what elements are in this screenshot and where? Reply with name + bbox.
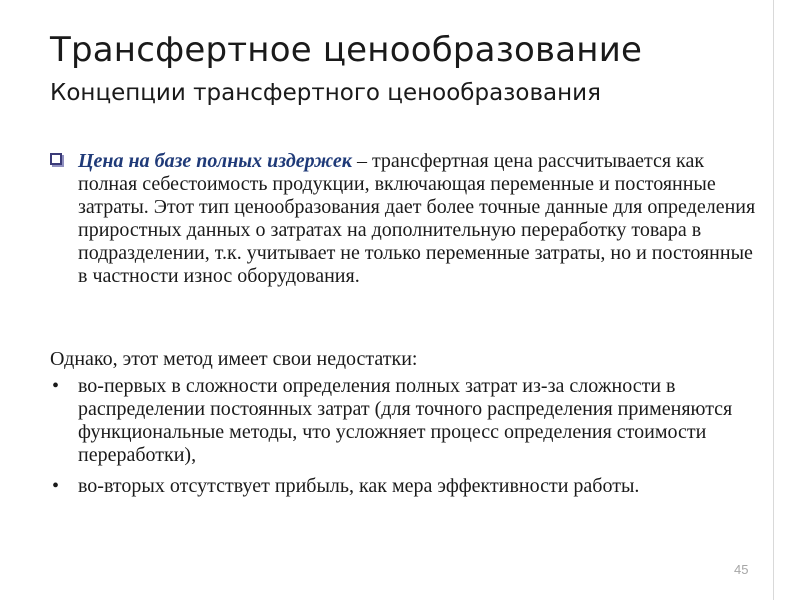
page-number: 45 [734, 562, 749, 577]
definition-paragraph [78, 150, 758, 288]
bullet-item-second: во-вторых отсутствует прибыль, как мера эффективности работы. [78, 475, 640, 497]
bullet-dot-icon: • [52, 375, 60, 397]
bullet-dot-icon: • [52, 475, 60, 497]
definition-text: – трансфертная цена рассчитывается как полная себестоимость продукции, включающая переменные и постоянные затраты. Этот тип ценообразования дает более точные данные для определения приростных данных о затратах на дополнительную переработку товара в подразделении, т.к. учитывает не только переменные затраты, но и постоянные в частности износ оборудования. [78, 150, 756, 287]
slide-title: Трансфертное ценообразование [50, 30, 643, 70]
slide-subtitle: Концепции трансфертного ценообразования [50, 80, 601, 106]
bullet-item-first: во-первых в сложности определения полных затрат из-за сложности в распределении постоянных затрат (для точного распределения применяются функциональные методы, что усложняет процесс определения стоимости переработки), [78, 375, 733, 466]
definition-term: Цена на базе полных издержек [78, 150, 352, 172]
checkbox-bullet-icon [50, 153, 62, 165]
slide-right-divider [773, 0, 774, 600]
drawbacks-intro: Однако, этот метод имеет свои недостатки: [50, 348, 418, 370]
